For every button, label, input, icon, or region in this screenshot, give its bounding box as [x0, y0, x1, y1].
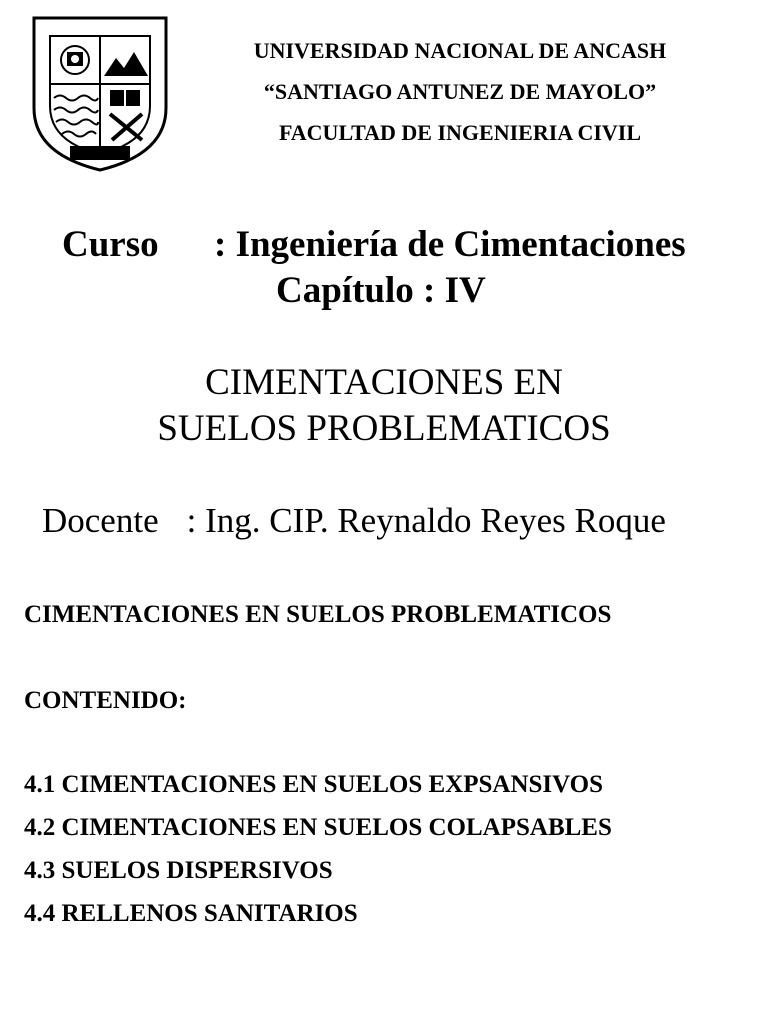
teacher-label: Docente	[42, 501, 159, 540]
course-value: : Ingeniería de Cimentaciones	[214, 224, 686, 265]
list-item: 4.4 RELLENOS SANITARIOS	[24, 900, 358, 927]
page-title	[0, 360, 768, 452]
list-item: 4.2 CIMENTACIONES EN SUELOS COLAPSABLES	[24, 814, 612, 841]
list-item: 4.1 CIMENTACIONES EN SUELOS EXPSANSIVOS	[24, 771, 604, 798]
university-header	[180, 30, 740, 153]
faculty-name: FACULTAD DE INGENIERIA CIVIL	[278, 120, 642, 145]
teacher-line	[42, 498, 666, 544]
course-label: Curso	[62, 224, 159, 265]
contents-list	[24, 768, 612, 940]
university-name: UNIVERSIDAD NACIONAL DE ANCASH	[253, 38, 667, 63]
teacher-value: : Ing. CIP. Reynaldo Reyes Roque	[186, 501, 666, 540]
chapter-line: Capítulo : IV	[276, 270, 486, 311]
title-line-2: SUELOS PROBLEMATICOS	[157, 408, 611, 449]
section-heading: CIMENTACIONES EN SUELOS PROBLEMATICOS	[24, 601, 612, 628]
university-subtitle: “SANTIAGO ANTUNEZ DE MAYOLO”	[263, 79, 657, 104]
university-crest-icon	[30, 14, 170, 174]
contents-label: CONTENIDO:	[24, 687, 187, 714]
title-line-1: CIMENTACIONES EN	[205, 362, 563, 403]
list-item: 4.3 SUELOS DISPERSIVOS	[24, 857, 333, 884]
